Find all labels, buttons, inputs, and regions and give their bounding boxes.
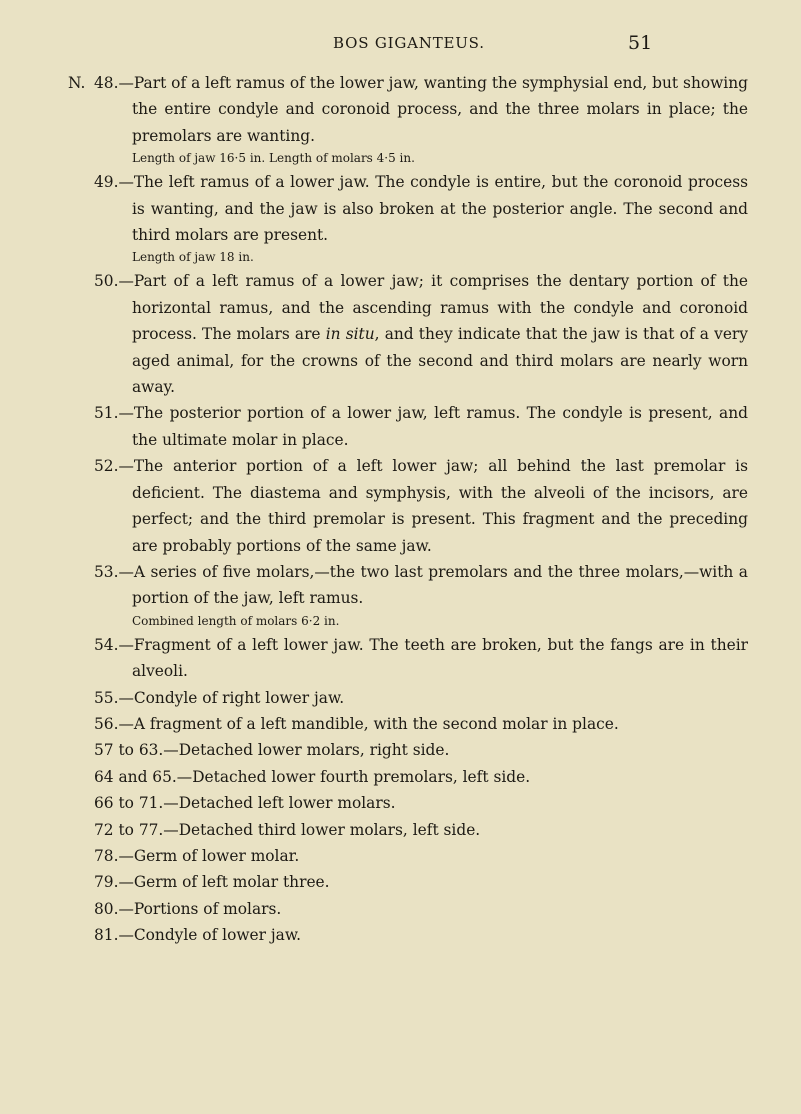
- entry-number: 56.: [94, 714, 119, 733]
- catalogue-entry: [94, 632, 748, 685]
- entry-number: 81.: [94, 926, 119, 945]
- catalogue-entry: [94, 764, 748, 790]
- page-number: 51: [628, 32, 653, 54]
- entry-text: —The left ramus of a lower jaw. The condyle is entire, but the coronoid process is wanting, and the jaw is also broken at the posterior angle. The second and third molars are present.: [118, 173, 748, 245]
- catalogue-entry: [94, 790, 748, 816]
- catalogue-entry: [94, 869, 748, 895]
- catalogue-entry: [94, 169, 748, 248]
- catalogue-entry: [94, 453, 748, 559]
- entry-number: 54.: [94, 635, 119, 654]
- entry-number: 66 to 71.: [94, 794, 164, 813]
- measurement-note: Length of jaw 16·5 in. Length of molars 4·5 in.: [132, 151, 415, 166]
- entry-number: 78.: [94, 846, 119, 865]
- catalogue-entry: [94, 922, 748, 948]
- catalogue-entry: [94, 400, 748, 453]
- catalogue-entry: [94, 559, 748, 612]
- catalogue-entry: [94, 817, 748, 843]
- entry-number: 79.: [94, 873, 119, 892]
- catalogue-entry: [94, 896, 748, 922]
- catalogue-prefix: N.: [68, 74, 86, 92]
- entry-number: 53.: [94, 562, 119, 581]
- entry-text: —Part of a left ramus of the lower jaw, wanting the symphysial end, but showing the entire condyle and coronoid process, and the three molars in place; the premolars are wanting.: [118, 74, 748, 145]
- running-title: BOS GIGANTEUS.: [333, 34, 485, 52]
- entry-text: —A fragment of a left mandible, with the second molar in place.: [118, 714, 619, 733]
- entry-text: —Detached lower fourth premolars, left side.: [176, 767, 531, 786]
- entry-text: —Germ of left molar three.: [118, 873, 330, 892]
- entry-text: —Detached third lower molars, left side.: [163, 820, 481, 839]
- entry-number: 64 and 65.: [94, 767, 177, 786]
- entry-text: —Detached lower molars, right side.: [163, 741, 450, 760]
- entry-number: 48.: [94, 74, 119, 92]
- entry-text: —The posterior portion of a lower jaw, left ramus. The condyle is present, and the ultimate molar in place.: [118, 404, 748, 449]
- entry-number: 52.: [94, 457, 119, 476]
- entry-text: —Germ of lower molar.: [118, 846, 300, 865]
- entry-number: 55.: [94, 688, 119, 707]
- entry-text: —Portions of molars.: [118, 899, 282, 918]
- entry-number: 57 to 63.: [94, 741, 164, 760]
- entry-number: 72 to 77.: [94, 820, 164, 839]
- entry-text: —The anterior portion of a left lower jaw; all behind the last premolar is deficient. The diastema and symphysis, with the alveoli of the incisors, are perfect; and the third premolar is present. This fragment and the preceding are probably portions of the same jaw.: [118, 457, 748, 555]
- measurement-note: Length of jaw 18 in.: [132, 250, 254, 265]
- entry-text-continued: , and they indicate that the jaw is that of a very aged animal, for the crowns of the second and third molars are nearly worn away.: [132, 325, 748, 397]
- entry-text: —Part of a left ramus of a lower jaw; it comprises the dentary portion of the horizontal ramus, and the ascending ramus with the condyle and coronoid process. The molars are: [118, 272, 748, 344]
- catalogue-entry: [94, 268, 748, 400]
- entry-number: 49.: [94, 173, 119, 192]
- entry-number: 51.: [94, 404, 119, 423]
- entry-text: —Condyle of right lower jaw.: [118, 688, 345, 707]
- entry-number: 80.: [94, 899, 119, 918]
- page-header: [0, 34, 801, 56]
- entry-text: —A series of five molars,—the two last premolars and the three molars,—with a portion of the jaw, left ramus.: [118, 562, 748, 608]
- catalogue-entry: [94, 685, 748, 711]
- measurement-note: Combined length of molars 6·2 in.: [132, 613, 340, 628]
- entry-italic-term: in situ: [325, 325, 375, 344]
- entry-text: —Fragment of a left lower jaw. The teeth are broken, but the fangs are in their alveoli.: [118, 635, 748, 681]
- catalogue-entry: [68, 70, 748, 149]
- entry-number: 50.: [94, 272, 119, 291]
- catalogue-entries: [0, 70, 801, 949]
- entry-text: —Detached left lower molars.: [163, 794, 396, 813]
- entry-text: —Condyle of lower jaw.: [118, 926, 302, 945]
- catalogue-entry: [94, 843, 748, 869]
- catalogue-entry: [94, 737, 748, 763]
- catalogue-entry: [94, 711, 748, 737]
